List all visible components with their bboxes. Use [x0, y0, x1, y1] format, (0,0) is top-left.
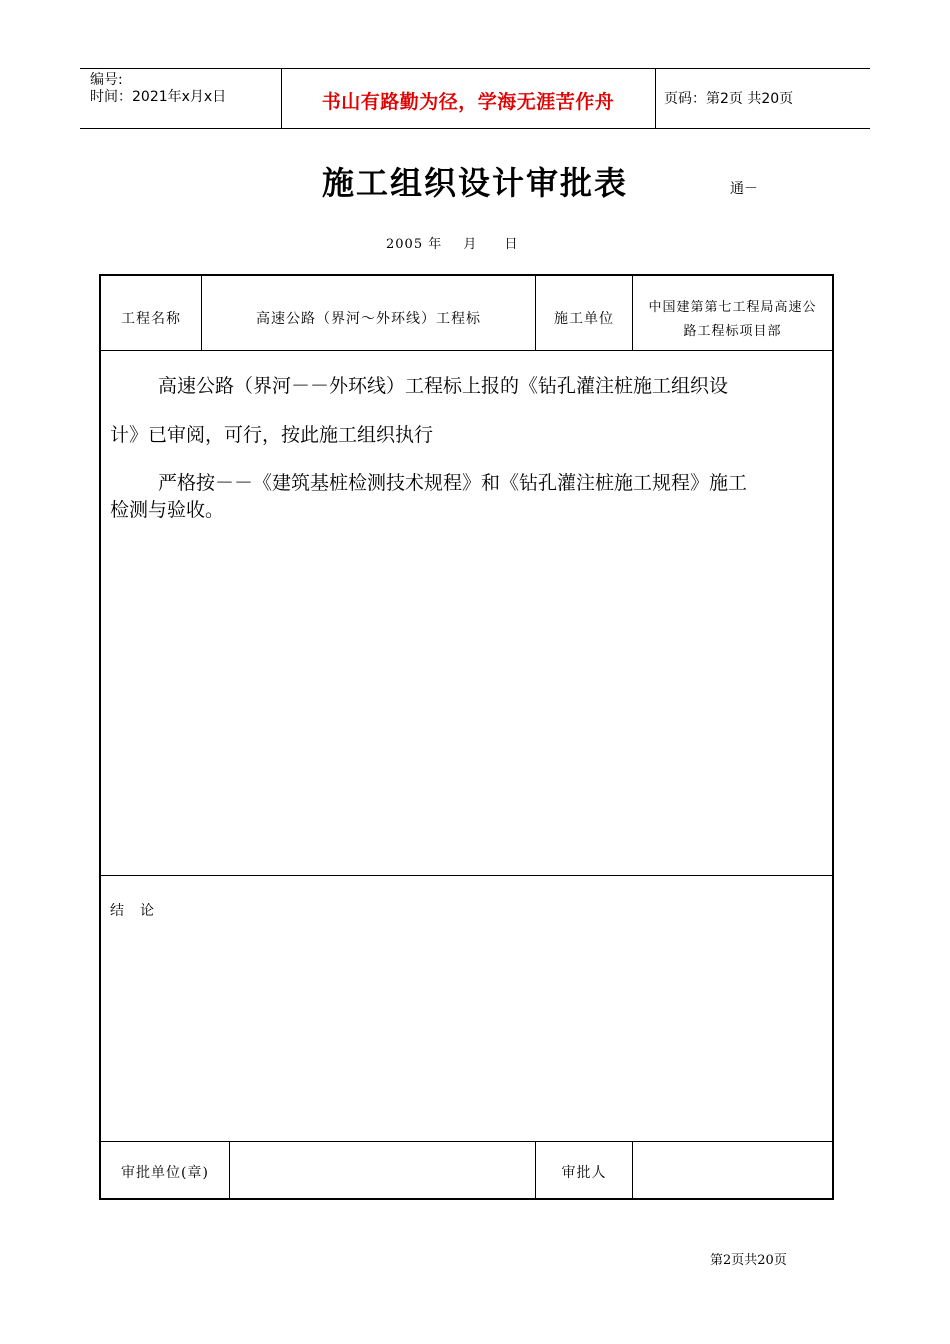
date-month: 月: [463, 237, 478, 252]
review-para1-line2: 计》已审阅，可行，按此施工组织执行: [110, 424, 434, 446]
date-year: 2005 年: [386, 237, 443, 252]
approver-field[interactable]: [633, 1142, 832, 1198]
header-top-rule: [80, 68, 870, 69]
contractor-label: 施工单位: [554, 311, 614, 327]
header-bottom-rule: [80, 128, 870, 129]
header-code-label: 编号:: [90, 72, 123, 88]
review-para2-line2: 检测与验收。: [110, 499, 225, 521]
review-para2-line1: 严格按－－《建筑基桩检测技术规程》和《钻孔灌注桩施工规程》施工: [158, 472, 748, 494]
header-divider: [655, 68, 656, 128]
review-para1-line1: 高速公路（界河－－外环线）工程标上报的《钻孔灌注桩施工组织设: [158, 375, 729, 397]
document-code: 通－: [730, 181, 758, 197]
contractor-value-line2: 路工程标项目部: [683, 324, 782, 339]
project-name-label: 工程名称: [121, 311, 181, 327]
approval-unit-label: 审批单位(章): [121, 1165, 209, 1181]
table-divider: [101, 350, 832, 351]
page-footer: 第2页共20页: [710, 1253, 787, 1268]
approver-label: 审批人: [561, 1165, 607, 1181]
conclusion-label: 结 论: [110, 903, 155, 919]
table-divider: [101, 875, 832, 876]
contractor-value-line1: 中国建第第七工程局高速公: [648, 300, 817, 315]
header-page-info: 页码：第2页 共20页: [664, 91, 794, 107]
approval-table: [99, 274, 834, 1200]
header-motto: 书山有路勤为径，学海无涯苦作舟: [321, 91, 615, 113]
approval-unit-field[interactable]: [230, 1142, 535, 1198]
document-date: [386, 233, 519, 252]
document-title: 施工组织设计审批表: [322, 164, 629, 202]
header-time-label: 时间：2021年x月x日: [90, 89, 227, 105]
date-day: 日: [504, 237, 519, 252]
project-name-value: 高速公路（界河～外环线）工程标: [256, 311, 481, 327]
